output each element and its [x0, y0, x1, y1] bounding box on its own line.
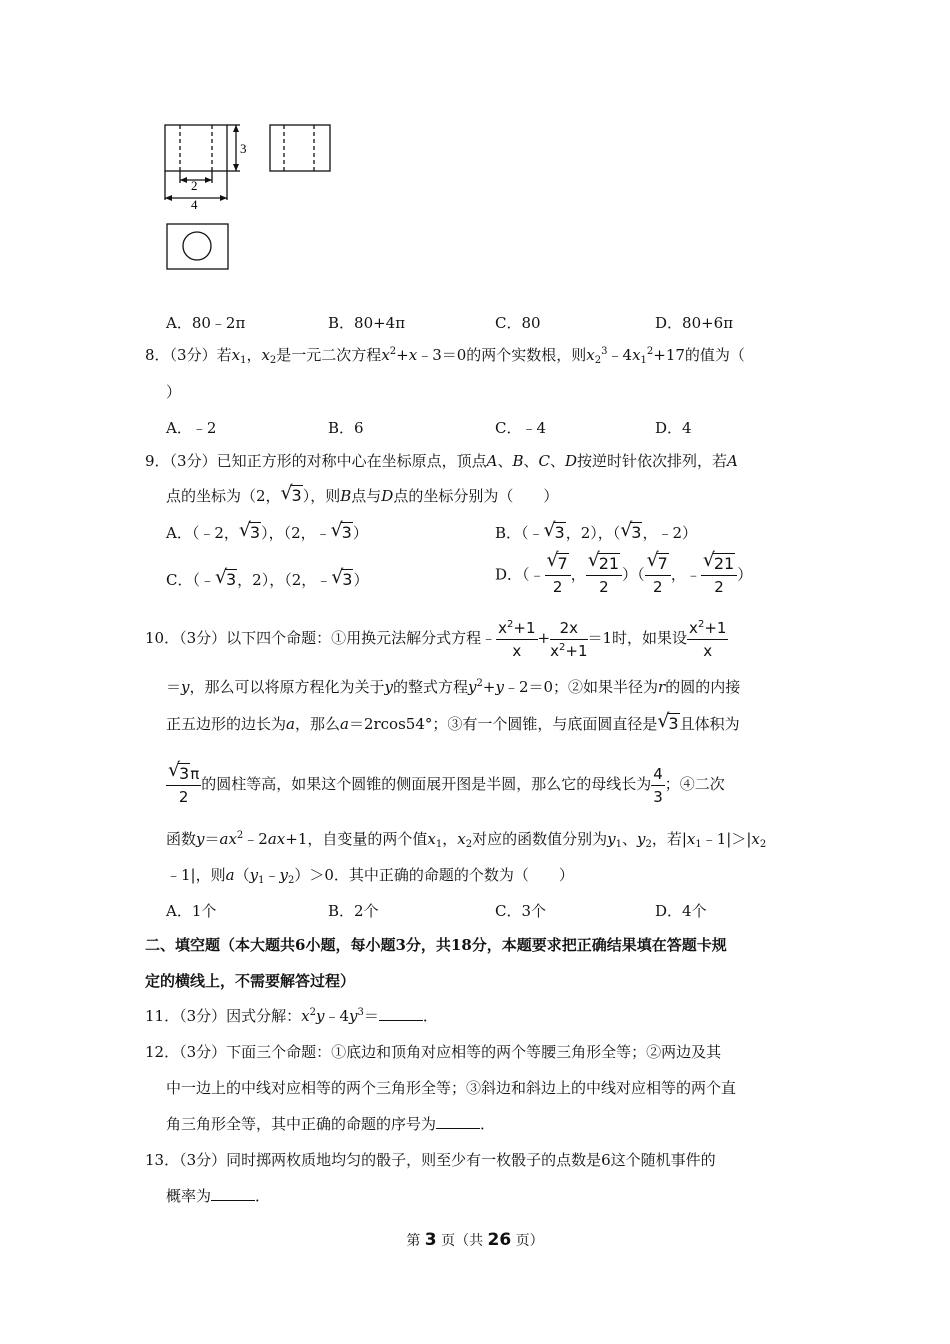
section2-heading-1: 二、填空题（本大题共6小题，每小题3分，共18分，本题要求把正确结果填在答题卡规 [145, 936, 727, 954]
q12-stem-3: 角三角形全等，其中正确的命题的序号为 ． [166, 1115, 496, 1133]
q10-option-a: A．1个 [166, 902, 217, 920]
q11-answer-blank[interactable] [379, 1006, 423, 1021]
q10-stem-2: ＝y，那么可以将原方程化为关于y的整式方程$y^2+y﹣2=0$；②如果半径为r的圆的内接 [166, 678, 741, 696]
q8-option-c: C．﹣4 [495, 419, 547, 437]
q7-option-b: B．80+4π [328, 314, 406, 332]
q12-answer-blank[interactable] [436, 1114, 480, 1129]
dim-outer-label: 4 [191, 197, 198, 212]
q11-stem: 11．（3分）因式分解：$x^2y﹣4y^3=$ ． [145, 1007, 438, 1025]
q10-stem-4: √ 3π 2 的圆柱等高，如果这个圆锥的侧面展开图是半圆，那么它的母线长为 $\frac{4}{3}$ ；④二次 [168, 758, 725, 806]
q9-option-c: C．（﹣ √ 3，2），（2，﹣ √ 3） [166, 566, 369, 589]
q8-option-d: D．4 [655, 419, 692, 437]
page-total: 26 [487, 1230, 512, 1250]
q13-answer-blank[interactable] [211, 1186, 255, 1201]
q9-option-a: A．（﹣2， √ 3），（2，﹣ √ 3） [166, 519, 368, 542]
section2-heading-2: 定的横线上，不需要解答过程） [145, 972, 356, 990]
q8-option-a: A．﹣2 [166, 419, 217, 437]
q9-option-d: D．（﹣ √ 7 2 ， √ 21 2 ）（ √ 7 2 ，﹣ √ 21 2 ） [495, 549, 753, 596]
q10-option-b: B．2个 [328, 902, 379, 920]
q10-stem-1: 10．（3分）以下四个命题：①用换元法解分式方程﹣ $\frac{x^2+1}{x}$ + $\frac{2x}{x^2+1}$ ＝1时，如果设 $\frac{x^2+1}{x}$ [145, 618, 727, 660]
q10-stem-5: 函数$y=ax^2﹣2ax+1$，自变量的两个值$x_1$，$x_2$对应的函数值分别为$y_1$、$y_2$，若$|x_1﹣1|>|x_2$ [166, 830, 767, 850]
q10-option-c: C．3个 [495, 902, 547, 920]
q12-stem-2: 中一边上的中线对应相等的两个三角形全等；③斜边和斜边上的中线对应相等的两个直 [166, 1079, 737, 1097]
q8-stem-close: ） [166, 383, 182, 401]
q7-option-c: C．80 [495, 314, 541, 332]
q8-option-b: B．6 [328, 419, 364, 437]
q10-option-d: D．4个 [655, 902, 707, 920]
q7-option-d: D．80+6π [655, 314, 734, 332]
q9-option-b: B．（﹣ √ 3，2），（ √ 3，﹣2） [495, 519, 697, 542]
q12-stem-1: 12．（3分）下面三个命题：①底边和顶角对应相等的两个等腰三角形全等；②两边及其 [145, 1043, 722, 1061]
q13-stem-1: 13．（3分）同时掷两枚质地均匀的骰子，则至少有一枚骰子的点数是6这个随机事件的 [145, 1151, 716, 1169]
q9-stem: 9．（3分）已知正方形的对称中心在坐标原点，顶点A、B、C、D按逆时针依次排列，若A [145, 452, 738, 470]
page-footer: 第 3 页（共 26 页） [406, 1230, 544, 1250]
q10-stem-6: ﹣1|，则$a(y_1﹣y_2)>0$．其中正确的命题的个数为（ ） [166, 866, 574, 886]
dim-height-label: 3 [240, 141, 247, 156]
page-number: 3 [424, 1230, 437, 1250]
q13-stem-2: 概率为 ． [166, 1187, 271, 1205]
q8-stem: 8．（3分）若$x_1$，$x_2$是一元二次方程$x^2+x﹣3=0$的两个实数根，则$x_2^3﹣4x_1^2+17$的值为（ [145, 346, 745, 366]
q7-option-a: A．80﹣2π [166, 314, 246, 332]
three-view-figure [160, 118, 340, 278]
dim-inner-label: 2 [191, 178, 198, 193]
q9-stem-2: 点的坐标为（2， √ 3），则B点与D点的坐标分别为（ ） [166, 482, 559, 505]
q10-stem-3: 正五边形的边长为a，那么a＝2rcos54°；③有一个圆锥，与底面圆直径是 √ 3且体积为 [166, 710, 740, 733]
